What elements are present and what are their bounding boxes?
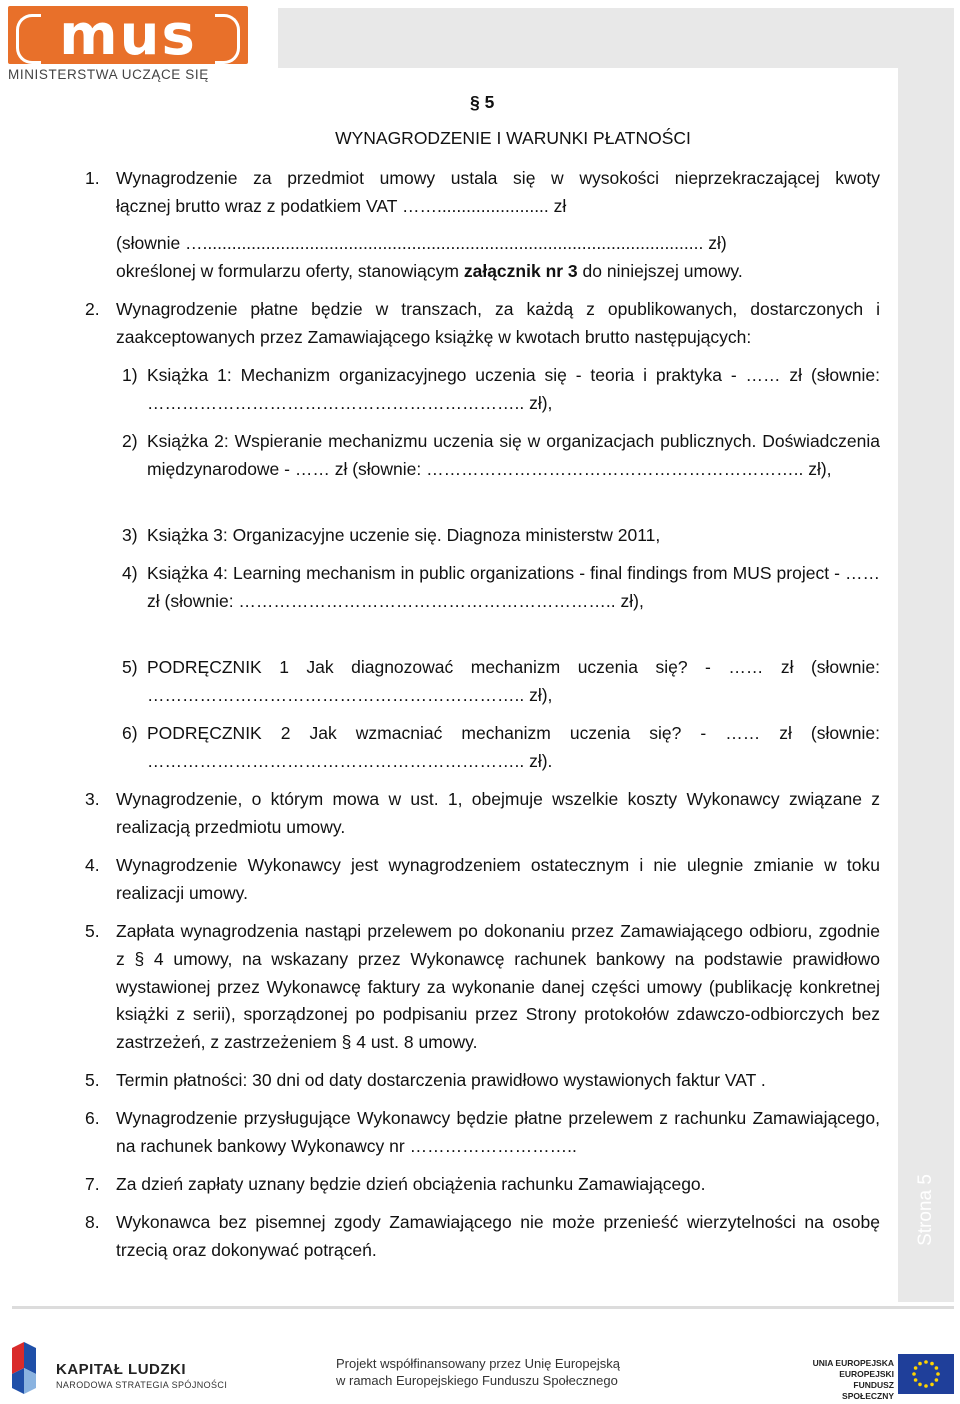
item-1-line-4 xyxy=(116,258,880,286)
item-number: 6. xyxy=(85,1108,100,1128)
item-5-payment-text: Zapłata wynagrodzenia nastąpi przelewem po dokonaniu przez Zamawiającego odbioru, zgodnie z § 4 umowy, na wskazany przez Wykonawcę rachunek bankowy na podstawie prawidłowo wystawionej przez Wykonawcę faktury za wykonanie danej części umowy (publikację konkretnej książki z serii), sporządzonej po podpisaniu przez Strony protokołów zdawczo-odbiorczych bez zastrzeżeń, z zastrzeżeniem § 4 ust. 8 umowy. xyxy=(116,921,880,1053)
item-1-text: określonej w formularzu oferty, stanowiącym xyxy=(116,261,464,281)
item-7-text: Za dzień zapłaty uznany będzie dzień obciążenia rachunku Zamawiającego. xyxy=(116,1174,706,1194)
page-footer xyxy=(0,1318,960,1404)
sub-item-number: 5) xyxy=(122,657,138,677)
item-number: 1. xyxy=(85,168,100,188)
page-number-vertical: Strona 5 xyxy=(915,1174,936,1246)
item-number: 4. xyxy=(85,855,100,875)
eu-line-3: FUNDUSZ SPOŁECZNY xyxy=(842,1380,894,1401)
logo-subtitle: MINISTERSTWA UCZĄCE SIĘ xyxy=(8,67,209,82)
item-1-text-end: do niniejszej umowy. xyxy=(577,261,743,281)
sub-item-number: 3) xyxy=(122,525,138,545)
project-line-2: w ramach Europejskiego Funduszu Społecznego xyxy=(336,1373,618,1388)
item-5-term-text: Termin płatności: 30 dni od daty dostarczenia prawidłowo wystawionych faktur VAT . xyxy=(116,1070,766,1090)
sub-item-number: 4) xyxy=(122,563,138,583)
eu-fund-label xyxy=(808,1358,894,1402)
eu-line-1: UNIA EUROPEJSKA xyxy=(812,1358,894,1368)
eu-flag-icon xyxy=(898,1354,954,1394)
side-band xyxy=(898,68,954,1302)
footer-divider xyxy=(12,1306,954,1309)
attachment-reference: załącznik nr 3 xyxy=(463,261,578,281)
item-number: 8. xyxy=(85,1212,100,1232)
project-cofinancing-note xyxy=(336,1355,636,1389)
item-1-line-3: (słownie …....................................................................................................... zł) xyxy=(116,233,727,253)
eu-line-2: EUROPEJSKI xyxy=(839,1369,894,1379)
item-number: 5. xyxy=(85,921,100,941)
kapital-ludzki-title: KAPITAŁ LUDZKI xyxy=(56,1361,187,1378)
section-number: § 5 xyxy=(470,92,495,112)
header-band xyxy=(278,8,954,68)
sub-item-handbook-1: PODRĘCZNIK 1 Jak diagnozować mechanizm uczenia się? - …… zł (słownie: ……………………………………………………….. zł), xyxy=(147,657,880,705)
item-1-line-2: łącznej brutto wraz z podatkiem VAT ……....................... zł xyxy=(116,196,567,216)
item-number: 3. xyxy=(85,789,100,809)
item-1-line-1: Wynagrodzenie za przedmiot umowy ustala się w wysokości nieprzekraczającej kwoty xyxy=(116,168,880,188)
item-number: 2. xyxy=(85,299,100,319)
sub-item-book-1: Książka 1: Mechanizm organizacyjnego uczenia się - teoria i praktyka - …… zł (słownie: ……………………………………………………….. zł), xyxy=(147,365,880,413)
sub-item-number: 6) xyxy=(122,723,138,743)
kapital-ludzki-subtitle: NARODOWA STRATEGIA SPÓJNOŚCI xyxy=(56,1380,228,1390)
mus-logo xyxy=(8,6,248,64)
sub-item-number: 2) xyxy=(122,431,138,451)
item-2-text: Wynagrodzenie płatne będzie w transzach, za każdą z opublikowanych, dostarczonych i zaakceptowanych przez Zamawiającego książkę w kwotach brutto następujących: xyxy=(116,299,880,347)
item-number: 5. xyxy=(85,1070,100,1090)
sub-item-book-3: Książka 3: Organizacyjne uczenie się. Diagnoza ministerstw 2011, xyxy=(147,525,661,545)
logo-wordmark: mus xyxy=(59,6,197,64)
item-8-text: Wykonawca bez pisemnej zgody Zamawiającego nie może przenieść wierzytelności na osobę trzecią oraz dokonywać potrąceń. xyxy=(116,1212,880,1260)
kapital-ludzki-emblem-icon xyxy=(8,1342,40,1394)
sub-item-number: 1) xyxy=(122,365,138,385)
sub-item-book-4: Książka 4: Learning mechanism in public organizations - final findings from MUS project - …… zł (słownie: ……………………………………………………….. zł), xyxy=(147,563,880,611)
section-title: WYNAGRODZENIE I WARUNKI PŁATNOŚCI xyxy=(335,128,691,148)
item-number: 7. xyxy=(85,1174,100,1194)
item-3-text: Wynagrodzenie, o którym mowa w ust. 1, obejmuje wszelkie koszty Wykonawcy związane z realizacją przedmiotu umowy. xyxy=(116,789,880,837)
project-line-1: Projekt współfinansowany przez Unię Europejską xyxy=(336,1356,620,1371)
face-profile-right-icon xyxy=(215,14,240,64)
item-4-text: Wynagrodzenie Wykonawcy jest wynagrodzeniem ostatecznym i nie ulegnie zmianie w toku realizacji umowy. xyxy=(116,855,880,903)
sub-item-handbook-2: PODRĘCZNIK 2 Jak wzmacniać mechanizm uczenia się? - …… zł (słownie: ……………………………………………………….. zł). xyxy=(147,723,880,771)
item-6-text: Wynagrodzenie przysługujące Wykonawcy będzie płatne przelewem z rachunku Zamawiającego, na rachunek bankowy Wykonawcy nr ……………………….. xyxy=(116,1108,880,1156)
sub-item-book-2: Książka 2: Wspieranie mechanizmu uczenia się w organizacjach publicznych. Doświadczenia międzynarodowe - …… zł (słownie: ……………………………………………………….. zł), xyxy=(147,431,880,479)
